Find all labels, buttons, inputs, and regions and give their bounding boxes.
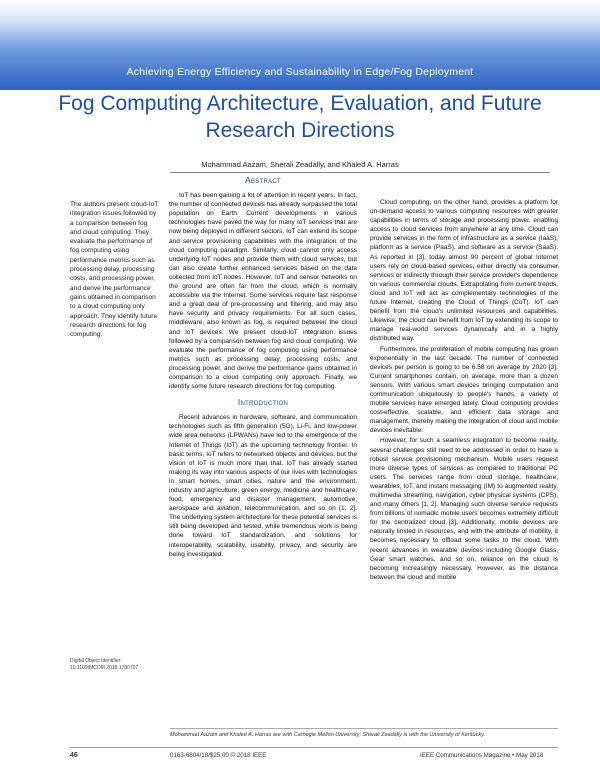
column-left: [169, 172, 357, 559]
col2-paragraph-3: However, for such a seamless integration to become reality, several challenges still need to be addressed in order to have a robust service provisioning mechanism. Mobile users request more diverse types of services as compared to traditional PC users. The services range from cloud storage, healthcare, wearables, IoT, and instant messaging (IM) to augmented reality, multimedia streaming, navigation, cyber physical systems (CPS), and many others [1, 2]. Managing such diverse service requests from billions of nomadic mobile users becomes extremely difficult for the centralized cloud [3]. Additionally, mobile devices are naturally limited in resources, and with the attribute of mobility, it becomes necessary to offload some tasks to the cloud. With recent advances in wearable devices including Google Glass, Gear smart watches, and so on, reliance on the cloud is becoming increasingly necessary. However, as the distance between the cloud and mobile: [370, 437, 558, 581]
authors: Mohammad Aazam, Sherali Zeadally, and Khaled A. Harras: [201, 160, 399, 169]
magazine-issue: IEEE Communications Magazine • May 2018: [420, 752, 544, 759]
abstract-heading: Abstract: [244, 175, 282, 185]
abstract-text: IoT has been gaining a lot of attention in recent years. In fact, the number of connected devices has already surpassed the total population on Earth. Current developments in various technologies have paved the way for many IoT services that are now being deployed in different sectors. IoT can extend its scope and service provisioning capabilities with the integration of the cloud computing paradigm. Similarly, cloud cannot only access underlying IoT nodes and provide them with cloud services, but can also create further enhanced services based on the data collected from IoT nodes. However, IoT and sensor networks on the ground are often far from the cloud, which is normally accessible via the Internet. Some services require fast response and a great deal of pre-processing and filtering, and may also have security and privacy requirements. For all such cases, middleware, also known as fog, is required between the cloud and IoT devices. We present cloud-IoT integration issues followed by a comparison between fog and cloud computing. We evaluate the performance of fog computing using performance metrics such as processing delay, processing costs, and processing power, and derive the performance gains obtained in comparison to a cloud computing only approach. Finally, we identify some future research directions for fog computing.: [169, 192, 357, 391]
col2-paragraph-2: Furthermore, the proliferation of mobile computing has grown exponentially in the last decade. The number of connected devices per person is going to be 6.58 on average by 2020 [3]. Current smartphones contain, on average, more than a dozen sensors. With various smart devices bringing computation and communication ubiquitously to people's hands, a variety of mobile services have emerged lately. Cloud computing provides cost-effective, scalable, and efficient data storage and management, thereby making the integration of cloud and mobile devices inevitable.: [370, 345, 558, 435]
series-title: Achieving Energy Efficiency and Sustainability in Edge/Fog Deployment: [126, 66, 474, 78]
intro-paragraph-1: Recent advances in hardware, software, and communication technologies such as fifth generation (5G), Li-Fi, and low-power wide area networks (LPWANs) have led to the emergence of the Internet of Things (IoT) as the upcoming technology frontier. In basic terms, IoT refers to networked objects and devices, but the vision of IoT is much more than that. IoT has already started making its way into various aspects of our lives with technologies in smart homes, smart cities, nature and the environment, industry and agriculture, green energy, medicine and healthcare, food, emergency and disaster management, automotive, aerospace and aviation, telecommunication, and so on [1, 2]. The underlying system architecture for these potential services is still being developed and tested, while tremendous work is being done toward IoT standardization, and solutions for interoperability, scalability, usability, privacy, and security are being investigated.: [169, 414, 357, 558]
article-title: Fog Computing Architecture, Evaluation, and Future Research Directions: [58, 92, 542, 142]
column-right: [370, 198, 558, 582]
introduction-heading: Introduction: [237, 397, 289, 408]
issn-copyright: 0163-6804/18/$25.00 © 2018 IEEE: [170, 752, 267, 759]
footer-divider: [70, 747, 558, 748]
col2-paragraph-1: Cloud computing, on the other hand, provides a platform for on-demand access to various computing resources with greater capabilities in terms of storage and processing power, enabling access to cloud services from anywhere at any time. Cloud can provide services in the form of infrastructure as a service (IaaS), platform as a service (PaaS), and software as a service (SaaS). As reported in [3], today almost 90 percent of global Internet users rely on cloud-based services, either directly via consumer services or indirectly through their service provider's dependence on various commercial clouds. Extrapolating from current trends, cloud and IoT will act as complementary technologies of the future Internet, creating the Cloud of Things (CoT). IoT can benefit from the cloud's unlimited resources and capabilities. Likewise, the cloud can benefit from IoT by extending its scope to manage real-world services dynamically and in a highly distributed way.: [370, 199, 558, 343]
author-affiliation: Mohammad Aazam and Khaled A. Harras are with Carnegie Mellon University; Sherali Zeadally is with the University of Kentucky.: [170, 728, 558, 738]
page-number: 46: [70, 752, 78, 759]
doi-label: Digital Object Identifier:: [70, 658, 122, 664]
doi-block: [70, 658, 165, 672]
doi-value: 10.1109/MCOM.2018.1700707: [70, 665, 139, 671]
sidebar-summary: The authors present cloud-IoT integration issues followed by a comparison between fog and cloud computing. They evaluate the performance of fog computing using performance metrics such as processing delay, processing costs, and processing power, and derive the performance gains obtained in comparison to a cloud computing only approach. They identify future research directions for fog computing.: [70, 201, 159, 339]
